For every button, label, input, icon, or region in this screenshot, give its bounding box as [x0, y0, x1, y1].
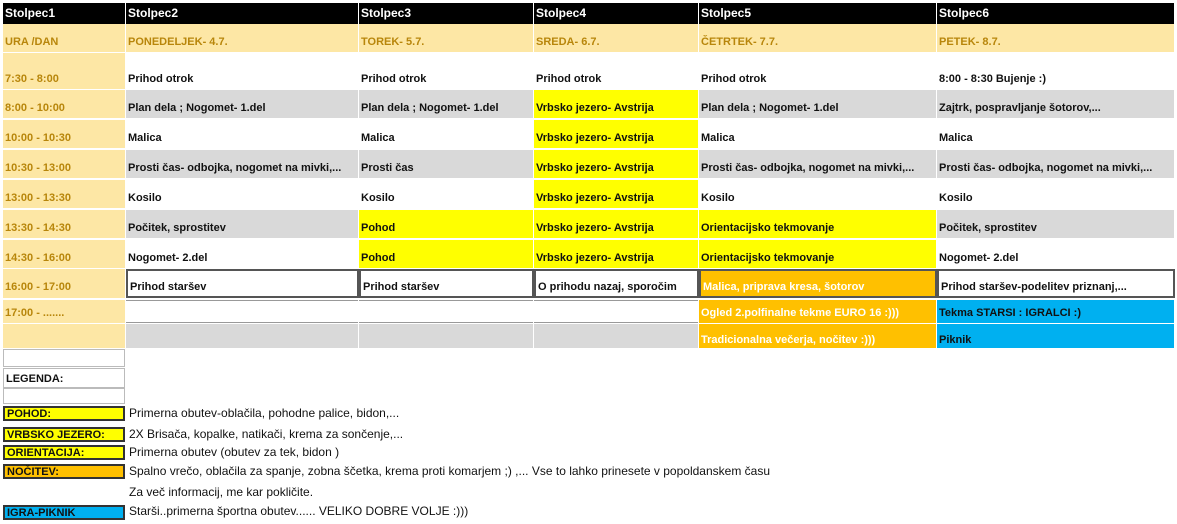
- schedule-cell[interactable]: Prihod otrok: [359, 53, 533, 89]
- schedule-cell[interactable]: Pohod: [359, 240, 533, 268]
- schedule-cell[interactable]: O prihodu nazaj, sporočim: [534, 269, 699, 298]
- legend-title: LEGENDA:: [3, 368, 125, 388]
- schedule-cell[interactable]: Nogomet- 2.del: [937, 240, 1174, 268]
- legend-label-vrbsko-jezero: VRBSKO JEZERO:: [3, 427, 125, 442]
- schedule-cell[interactable]: [359, 324, 533, 348]
- time-cell[interactable]: 7:30 - 8:00: [3, 53, 125, 89]
- column-header-6[interactable]: Stolpec6: [937, 3, 1174, 24]
- schedule-cell[interactable]: Nogomet- 2.del: [126, 240, 358, 268]
- legend-text-orientacija: Primerna obutev (obutev za tek, bidon ): [129, 445, 340, 459]
- schedule-cell[interactable]: Vrbsko jezero- Avstrija: [534, 240, 698, 268]
- schedule-cell[interactable]: [126, 300, 358, 323]
- schedule-cell[interactable]: Prosti čas: [359, 150, 533, 178]
- day-header-friday[interactable]: PETEK- 8.7.: [937, 24, 1174, 52]
- schedule-cell[interactable]: Vrbsko jezero- Avstrija: [534, 180, 698, 208]
- schedule-cell[interactable]: Tekma STARSI : IGRALCI :): [937, 300, 1174, 323]
- legend-text-pohod: Primerna obutev-oblačila, pohodne palice, bidon,...: [129, 406, 400, 420]
- legend-label-pohod: POHOD:: [3, 406, 125, 421]
- day-header-time[interactable]: URA /DAN: [3, 24, 125, 52]
- legend-label-igra-piknik: IGRA-PIKNIK: [3, 505, 125, 520]
- column-header-4[interactable]: Stolpec4: [534, 3, 698, 24]
- schedule-cell[interactable]: Vrbsko jezero- Avstrija: [534, 210, 698, 238]
- schedule-cell[interactable]: [126, 324, 358, 348]
- legend-label-orientacija: ORIENTACIJA:: [3, 445, 125, 460]
- schedule-cell[interactable]: Orientacijsko tekmovanje: [699, 210, 936, 238]
- schedule-cell[interactable]: Malica: [359, 120, 533, 148]
- schedule-cell[interactable]: Prosti čas- odbojka, nogomet na mivki,...: [126, 150, 358, 178]
- time-cell[interactable]: 16:00 - 17:00: [3, 269, 125, 298]
- schedule-cell[interactable]: Vrbsko jezero- Avstrija: [534, 90, 698, 118]
- time-cell[interactable]: 13:00 - 13:30: [3, 180, 125, 208]
- empty-cell: [3, 349, 125, 367]
- schedule-cell[interactable]: Malica: [126, 120, 358, 148]
- time-cell[interactable]: 17:00 - .......: [3, 300, 125, 323]
- day-header-thursday[interactable]: ČETRTEK- 7.7.: [699, 24, 936, 52]
- time-cell[interactable]: 10:00 - 10:30: [3, 120, 125, 148]
- schedule-cell[interactable]: Kosilo: [126, 180, 358, 208]
- schedule-cell[interactable]: Plan dela ; Nogomet- 1.del: [699, 90, 936, 118]
- time-cell[interactable]: [3, 324, 125, 348]
- column-header-5[interactable]: Stolpec5: [699, 3, 936, 24]
- time-cell[interactable]: 8:00 - 10:00: [3, 90, 125, 118]
- schedule-cell[interactable]: Prosti čas- odbojka, nogomet na mivki,...: [937, 150, 1174, 178]
- day-header-tuesday[interactable]: TOREK- 5.7.: [359, 24, 533, 52]
- schedule-cell[interactable]: Prihod otrok: [534, 53, 698, 89]
- schedule-cell[interactable]: Ogled 2.polfinalne tekme EURO 16 :))): [699, 300, 936, 323]
- column-header-3[interactable]: Stolpec3: [359, 3, 533, 24]
- schedule-cell[interactable]: Prosti čas- odbojka, nogomet na mivki,...: [699, 150, 936, 178]
- schedule-cell[interactable]: Prihod staršev: [126, 269, 359, 298]
- schedule-cell[interactable]: Malica: [699, 120, 936, 148]
- schedule-cell[interactable]: Pohod: [359, 210, 533, 238]
- schedule-cell[interactable]: Prihod staršev: [359, 269, 534, 298]
- time-cell[interactable]: 14:30 - 16:00: [3, 240, 125, 268]
- schedule-cell[interactable]: Vrbsko jezero- Avstrija: [534, 120, 698, 148]
- empty-cell: [3, 388, 125, 404]
- schedule-cell[interactable]: Prihod otrok: [126, 53, 358, 89]
- schedule-cell[interactable]: Prihod otrok: [699, 53, 936, 89]
- time-cell[interactable]: 10:30 - 13:00: [3, 150, 125, 178]
- schedule-cell[interactable]: Kosilo: [937, 180, 1174, 208]
- schedule-cell[interactable]: 8:00 - 8:30 Bujenje :): [937, 53, 1174, 89]
- schedule-cell[interactable]: Kosilo: [699, 180, 936, 208]
- schedule-cell[interactable]: Orientacijsko tekmovanje: [699, 240, 936, 268]
- schedule-cell[interactable]: [534, 300, 698, 323]
- schedule-cell[interactable]: Piknik: [937, 324, 1174, 348]
- schedule-cell[interactable]: Tradicionalna večerja, nočitev :))): [699, 324, 936, 348]
- legend-label-nocitev: NOČITEV:: [3, 464, 125, 479]
- legend-contact-note: Za več informacij, me kar pokličite.: [129, 485, 314, 499]
- legend-text-igra-piknik: Starši..primerna športna obutev...... VELIKO DOBRE VOLJE :))): [129, 504, 469, 518]
- schedule-cell[interactable]: Malica, priprava kresa, šotorov: [699, 269, 937, 298]
- schedule-cell[interactable]: Zajtrk, pospravljanje šotorov,...: [937, 90, 1174, 118]
- legend-text-nocitev: Spalno vrečo, oblačila za spanje, zobna ščetka, krema proti komarjem ;) ,... Vse to lahko prinesete v popoldanskem času: [129, 464, 770, 478]
- column-header-2[interactable]: Stolpec2: [126, 3, 358, 24]
- schedule-cell[interactable]: [534, 324, 698, 348]
- schedule-cell[interactable]: Malica: [937, 120, 1174, 148]
- day-header-wednesday[interactable]: SREDA- 6.7.: [534, 24, 698, 52]
- schedule-cell[interactable]: Plan dela ; Nogomet- 1.del: [126, 90, 358, 118]
- schedule-cell[interactable]: Plan dela ; Nogomet- 1.del: [359, 90, 533, 118]
- time-cell[interactable]: 13:30 - 14:30: [3, 210, 125, 238]
- schedule-cell[interactable]: Kosilo: [359, 180, 533, 208]
- day-header-monday[interactable]: PONEDELJEK- 4.7.: [126, 24, 358, 52]
- schedule-cell[interactable]: Prihod staršev-podelitev priznanj,...: [937, 269, 1175, 298]
- legend-text-vrbsko-jezero: 2X Brisača, kopalke, natikači, krema za sončenje,...: [129, 427, 404, 441]
- schedule-cell[interactable]: Počitek, sprostitev: [937, 210, 1174, 238]
- schedule-cell[interactable]: Počitek, sprostitev: [126, 210, 358, 238]
- schedule-cell[interactable]: Vrbsko jezero- Avstrija: [534, 150, 698, 178]
- column-header-1[interactable]: Stolpec1: [3, 3, 125, 24]
- schedule-cell[interactable]: [359, 300, 533, 323]
